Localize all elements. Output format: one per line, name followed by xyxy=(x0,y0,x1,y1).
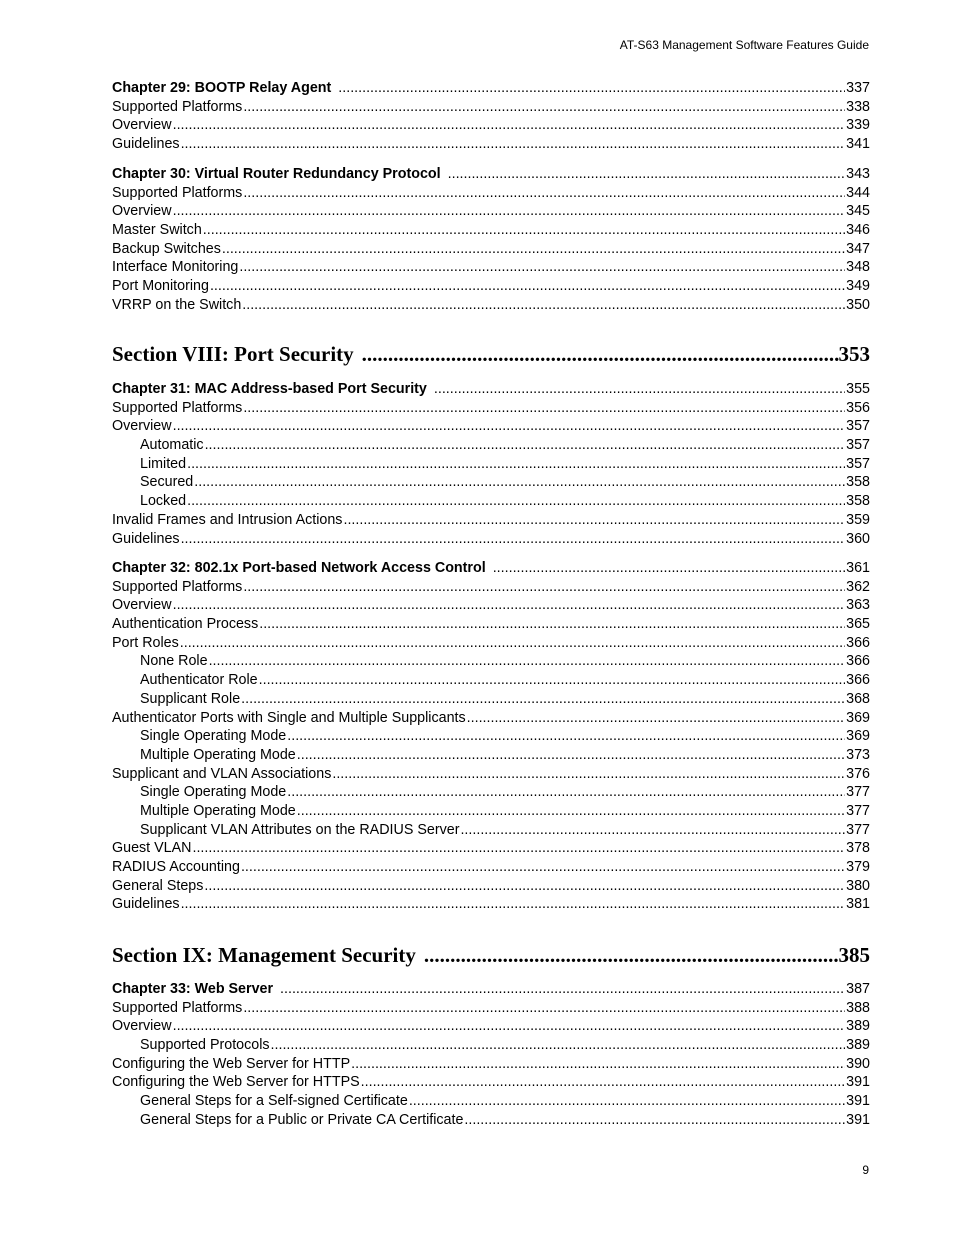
toc-entry[interactable] xyxy=(112,895,870,914)
toc-subentry[interactable] xyxy=(112,436,870,455)
toc-entry-page: 350 xyxy=(846,296,870,313)
toc-entry[interactable] xyxy=(112,202,870,221)
dot-leader xyxy=(467,709,845,728)
chapter-heading[interactable] xyxy=(112,559,870,578)
toc-subentry-title: Single Operating Mode xyxy=(140,784,287,801)
toc-subentry[interactable] xyxy=(112,455,870,474)
toc-entry-page: 344 xyxy=(846,184,870,201)
toc-entry-title: Invalid Frames and Intrusion Actions xyxy=(112,511,343,528)
chapter-heading-page: 361 xyxy=(846,560,870,576)
dot-leader xyxy=(259,615,845,634)
dot-leader xyxy=(181,895,846,914)
toc-entry[interactable] xyxy=(112,877,870,896)
dot-leader xyxy=(338,79,845,98)
toc-entry[interactable] xyxy=(112,615,870,634)
toc-entry-page: 378 xyxy=(846,840,870,857)
toc-subentry[interactable] xyxy=(112,783,870,802)
toc-entry-page: 356 xyxy=(846,399,870,416)
toc-entry-page: 349 xyxy=(846,278,870,295)
toc-entry[interactable] xyxy=(112,530,870,549)
dot-leader xyxy=(297,802,845,821)
chapter-block xyxy=(112,980,870,1130)
toc-entry-title: Port Monitoring xyxy=(112,278,209,295)
dot-leader xyxy=(210,277,845,296)
section-heading-title: Section VIII: Port Security xyxy=(112,342,354,366)
chapter-block xyxy=(112,559,870,914)
toc-entry[interactable] xyxy=(112,417,870,436)
toc-entry-title: Supported Platforms xyxy=(112,999,243,1016)
toc-entry[interactable] xyxy=(112,578,870,597)
toc-entry-title: Authenticator Ports with Single and Multiple Supplicants xyxy=(112,709,466,726)
toc-subentry-page: 377 xyxy=(846,802,870,819)
chapter-heading-page: 337 xyxy=(846,80,870,96)
toc-subentry[interactable] xyxy=(112,802,870,821)
chapter-block xyxy=(112,380,870,548)
toc-subentry-title: General Steps for a Public or Private CA Certificate xyxy=(140,1111,464,1128)
toc-subentry-title: Multiple Operating Mode xyxy=(140,746,296,763)
toc-subentry-page: 389 xyxy=(846,1037,870,1054)
toc-entry-page: 369 xyxy=(846,709,870,726)
toc-entry-page: 366 xyxy=(846,634,870,651)
toc-entry-title: General Steps xyxy=(112,877,204,894)
dot-leader xyxy=(205,436,846,455)
toc-subentry-title: None Role xyxy=(140,653,208,670)
toc-subentry-page: 391 xyxy=(846,1093,870,1110)
toc-entry[interactable] xyxy=(112,596,870,615)
chapter-heading-title: Chapter 31: MAC Address-based Port Security xyxy=(112,381,427,397)
toc-subentry-title: Automatic xyxy=(140,437,204,454)
toc-entry-title: Supported Platforms xyxy=(112,184,243,201)
toc-entry[interactable] xyxy=(112,999,870,1018)
toc-subentry-page: 358 xyxy=(846,493,870,510)
dot-leader xyxy=(173,116,846,135)
toc-entry-title: Overview xyxy=(112,117,172,134)
toc-subentry-title: Single Operating Mode xyxy=(140,728,287,745)
section-block xyxy=(112,340,870,368)
dot-leader xyxy=(409,1092,845,1111)
toc-entry-page: 363 xyxy=(846,597,870,614)
toc-entry-page: 365 xyxy=(846,616,870,633)
dot-leader xyxy=(434,380,845,399)
toc-entry-page: 362 xyxy=(846,578,870,595)
toc-subentry-page: 366 xyxy=(846,653,870,670)
toc-entry[interactable] xyxy=(112,221,870,240)
dot-leader xyxy=(351,1055,845,1074)
dot-leader xyxy=(424,941,839,969)
dot-leader xyxy=(239,258,845,277)
toc-entry-title: Overview xyxy=(112,1018,172,1035)
toc-subentry-page: 357 xyxy=(846,437,870,454)
chapter-heading[interactable] xyxy=(112,79,870,98)
dot-leader xyxy=(209,652,846,671)
toc-subentry-title: Supplicant Role xyxy=(140,690,241,707)
toc-entry-title: Supplicant and VLAN Associations xyxy=(112,765,332,782)
toc-subentry-page: 369 xyxy=(846,728,870,745)
toc-entry-title: Guidelines xyxy=(112,136,180,153)
dot-leader xyxy=(187,492,845,511)
toc-entry[interactable] xyxy=(112,240,870,259)
toc-entry[interactable] xyxy=(112,1017,870,1036)
toc-subentry-page: 391 xyxy=(846,1111,870,1128)
toc-subentry-page: 377 xyxy=(846,784,870,801)
dot-leader xyxy=(287,783,845,802)
dot-leader xyxy=(192,839,845,858)
toc-entry-page: 376 xyxy=(846,765,870,782)
dot-leader xyxy=(243,999,845,1018)
toc-subentry[interactable] xyxy=(112,1092,870,1111)
toc-entry-page: 389 xyxy=(846,1018,870,1035)
toc-entry[interactable] xyxy=(112,98,870,117)
dot-leader xyxy=(243,578,845,597)
toc-entry-page: 359 xyxy=(846,511,870,528)
dot-leader xyxy=(271,1036,846,1055)
chapter-heading[interactable] xyxy=(112,380,870,399)
toc-entry-page: 345 xyxy=(846,203,870,220)
dot-leader xyxy=(242,296,845,315)
toc-subentry[interactable] xyxy=(112,671,870,690)
toc-entry[interactable] xyxy=(112,296,870,315)
toc-entry[interactable] xyxy=(112,839,870,858)
toc-entry-page: 346 xyxy=(846,222,870,239)
toc-subentry-page: 358 xyxy=(846,474,870,491)
dot-leader xyxy=(332,765,845,784)
toc-subentry-page: 377 xyxy=(846,821,870,838)
dot-leader xyxy=(180,634,845,653)
chapter-heading-page: 343 xyxy=(846,166,870,182)
toc-entry-title: Configuring the Web Server for HTTP xyxy=(112,1055,351,1072)
toc-entry-title: Port Roles xyxy=(112,634,179,651)
toc-subentry[interactable] xyxy=(112,690,870,709)
dot-leader xyxy=(343,511,845,530)
toc-entry[interactable] xyxy=(112,709,870,728)
toc-entry-page: 388 xyxy=(846,999,870,1016)
toc-subentry-title: General Steps for a Self-signed Certificate xyxy=(140,1093,408,1110)
section-heading-title: Section IX: Management Security xyxy=(112,943,416,967)
section-heading-page: 353 xyxy=(838,342,870,366)
toc-subentry-title: Secured xyxy=(140,474,194,491)
toc-entry-title: Guest VLAN xyxy=(112,840,192,857)
toc-entry-title: Configuring the Web Server for HTTPS xyxy=(112,1074,360,1091)
section-heading[interactable] xyxy=(112,941,870,969)
dot-leader xyxy=(181,135,846,154)
toc-subentry-title: Supplicant VLAN Attributes on the RADIUS Server xyxy=(140,821,460,838)
chapter-heading-title: Chapter 29: BOOTP Relay Agent xyxy=(112,80,332,96)
toc-entry-page: 338 xyxy=(846,98,870,115)
dot-leader xyxy=(173,417,846,436)
toc-entry-title: Master Switch xyxy=(112,222,202,239)
chapter-block xyxy=(112,165,870,315)
toc-entry-title: Guidelines xyxy=(112,530,180,547)
toc-entry[interactable] xyxy=(112,1073,870,1092)
toc-entry-title: RADIUS Accounting xyxy=(112,859,240,875)
toc-subentry[interactable] xyxy=(112,652,870,671)
dot-leader xyxy=(204,877,845,896)
toc-subentry-page: 373 xyxy=(846,746,870,763)
toc-subentry-title: Authenticator Role xyxy=(140,672,258,689)
toc-entry[interactable] xyxy=(112,634,870,653)
dot-leader xyxy=(243,98,845,117)
toc-entry[interactable] xyxy=(112,135,870,154)
toc-subentry-title: Supported Protocols xyxy=(140,1037,270,1054)
toc-entry-title: Supported Platforms xyxy=(112,578,243,595)
chapter-heading-title: Chapter 33: Web Server xyxy=(112,981,274,997)
toc-entry-page: 391 xyxy=(846,1074,870,1091)
toc-subentry-title: Locked xyxy=(140,493,187,510)
toc-entry-title: Backup Switches xyxy=(112,240,221,257)
chapter-heading-title: Chapter 32: 802.1x Port-based Network Access Control xyxy=(112,560,486,576)
toc-subentry-title: Multiple Operating Mode xyxy=(140,802,296,819)
toc-entry-title: Interface Monitoring xyxy=(112,259,239,276)
toc-entry[interactable] xyxy=(112,765,870,784)
toc-entry-title: VRRP on the Switch xyxy=(112,296,242,313)
toc-entry-title: Overview xyxy=(112,418,172,435)
chapter-heading[interactable] xyxy=(112,165,870,184)
toc-entry[interactable] xyxy=(112,258,870,277)
dot-leader xyxy=(361,1073,845,1092)
toc-entry-page: 390 xyxy=(846,1055,870,1072)
toc-entry[interactable] xyxy=(112,184,870,203)
page-number: 9 xyxy=(862,1163,869,1177)
toc-entry[interactable] xyxy=(112,399,870,418)
toc-entry-page: 381 xyxy=(846,896,870,913)
toc-entry-page: 380 xyxy=(846,877,870,894)
toc-entry-title: Supported Platforms xyxy=(112,399,243,416)
toc-entry-title: Supported Platforms xyxy=(112,98,243,115)
chapter-heading[interactable] xyxy=(112,980,870,999)
chapter-block xyxy=(112,79,870,154)
dot-leader xyxy=(464,1111,845,1130)
toc-entry[interactable] xyxy=(112,511,870,530)
toc-entry-page: 360 xyxy=(846,530,870,547)
dot-leader xyxy=(280,980,845,999)
toc-entry[interactable] xyxy=(112,277,870,296)
dot-leader xyxy=(241,690,845,709)
dot-leader xyxy=(241,858,845,877)
section-heading-page: 385 xyxy=(838,943,870,967)
toc-subentry[interactable] xyxy=(112,727,870,746)
chapter-heading-page: 355 xyxy=(846,381,870,397)
dot-leader xyxy=(243,184,845,203)
dot-leader xyxy=(187,455,845,474)
chapter-heading-page: 387 xyxy=(846,981,870,997)
dot-leader xyxy=(460,821,845,840)
dot-leader xyxy=(173,202,846,221)
toc-subentry[interactable] xyxy=(112,492,870,511)
dot-leader xyxy=(259,671,846,690)
toc-entry-page: 357 xyxy=(846,418,870,435)
running-header: AT-S63 Management Software Features Guide xyxy=(619,38,869,52)
dot-leader xyxy=(203,221,845,240)
toc-subentry[interactable] xyxy=(112,1111,870,1130)
toc-entry[interactable] xyxy=(112,1055,870,1074)
toc-subentry[interactable] xyxy=(112,473,870,492)
toc-entry-page: 348 xyxy=(846,259,870,276)
toc-entry[interactable] xyxy=(112,858,870,877)
dot-leader xyxy=(448,165,846,184)
toc-subentry[interactable] xyxy=(112,1036,870,1055)
toc-entry-title: Authentication Process xyxy=(112,616,259,633)
chapter-heading-title: Chapter 30: Virtual Router Redundancy Protocol xyxy=(112,166,441,182)
dot-leader xyxy=(194,473,845,492)
toc-subentry-page: 366 xyxy=(846,672,870,689)
toc-subentry-page: 357 xyxy=(846,455,870,472)
toc-entry-title: Overview xyxy=(112,203,172,220)
toc-entry-title: Guidelines xyxy=(112,896,180,913)
toc-subentry-page: 368 xyxy=(846,690,870,707)
dot-leader xyxy=(173,596,846,615)
dot-leader xyxy=(362,340,839,368)
toc-entry-title: Overview xyxy=(112,597,172,614)
dot-leader xyxy=(222,240,845,259)
dot-leader xyxy=(243,399,845,418)
section-heading[interactable] xyxy=(112,340,870,368)
dot-leader xyxy=(173,1017,846,1036)
dot-leader xyxy=(297,746,845,765)
toc-entry-page: 379 xyxy=(846,859,870,875)
toc-subentry[interactable] xyxy=(112,746,870,765)
toc-entry[interactable] xyxy=(112,116,870,135)
toc-entry-page: 347 xyxy=(846,240,870,257)
dot-leader xyxy=(493,559,845,578)
dot-leader xyxy=(181,530,846,549)
dot-leader xyxy=(287,727,845,746)
section-block xyxy=(112,941,870,969)
toc-subentry[interactable] xyxy=(112,821,870,840)
toc-subentry-title: Limited xyxy=(140,455,187,472)
toc-entry-page: 339 xyxy=(846,117,870,134)
toc-entry-page: 341 xyxy=(846,136,870,153)
